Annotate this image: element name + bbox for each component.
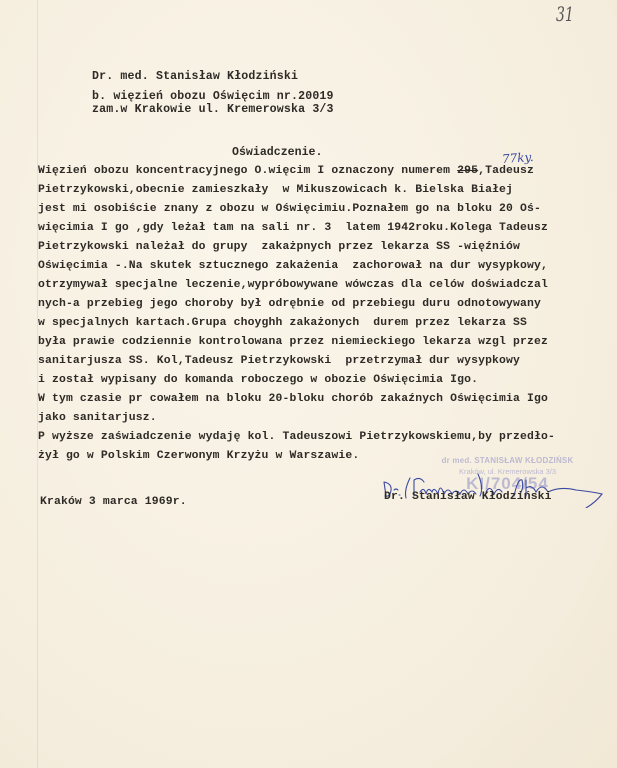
body-line-16: żył go w Polskim Czerwonym Krzyżu w Warszawie. <box>38 450 360 462</box>
body-line-4: więcimia I go ,gdy leżał tam na sali nr. 3 latem 1942roku.Kolega Tadeusz <box>38 222 548 234</box>
body-line-1 <box>38 164 534 178</box>
body-line-3: jest mi osobiście znany z obozu w Oświęcimiu.Poznałem go na bloku 20 Oś- <box>38 203 541 215</box>
stamp-address: Kraków, ul. Kremerowska 3/3 <box>458 467 557 476</box>
body-text: Więzień obozu koncentracyjnego O.więcim I oznaczony numerem <box>38 165 458 177</box>
body-line-8: nych-a przebieg jego choroby był odrębnie od przebiegu duru odnotowywany <box>38 298 541 310</box>
sender-address: zam.w Krakowie ul. Kremerowska 3/3 <box>92 103 334 116</box>
body-line-5: Pietrzykowski należał do grupy zakażpnych przez lekarza SS -więźniów <box>38 241 520 253</box>
body-line-15: P wyższe zaświadczenie wydaję kol. Tadeuszowi Pietrzykowskiemu,by przedło- <box>38 431 555 443</box>
sender-name: Dr. med. Stanisław Kłodziński <box>92 70 299 83</box>
handwritten-correction: 77ky. <box>501 149 534 167</box>
body-line-10: była prawie codziennie kontrolowana przez niemieckiego lekarza wzgl przez <box>38 336 548 348</box>
page-number: 31 <box>556 2 574 26</box>
body-line-13: W tym czasie pr cowałem na bloku 20-bloku chorób zakaźnych Oświęcimia Igo <box>38 393 548 405</box>
body-line-9: w specjalnych kartach.Grupa choyghh zakażonych durem przez lekarza SS <box>38 317 527 329</box>
body-line-11: sanitarjusza SS. Kol,Tadeusz Pietrzykowski przetrzymał dur wysypkowy <box>38 355 520 367</box>
body-line-6: Oświęcimia -.Na skutek sztucznego zakażenia zachorował na dur wysypkowy, <box>38 260 548 272</box>
body-line-2: Pietrzykowski,obecnie zamieszkały w Mikuszowicach k. Bielska Białej <box>38 184 514 196</box>
body-line-14: jako sanitarjusz. <box>38 412 157 424</box>
body-text: ,Tadeusz <box>478 165 534 177</box>
stamp-name: dr med. STANISŁAW KŁODZIŃSK <box>441 456 574 465</box>
sender-prisoner-number: b. więzień obozu Oświęcim nr.20019 <box>92 90 334 103</box>
body-line-12: i został wypisany do komanda roboczego w obozie Oświęcimia Igo. <box>38 374 479 386</box>
body-line-7: otrzymywał specjalne leczenie,wypróbowywane wówczas dla celów doświadczal <box>38 279 548 291</box>
stamp-number: KI/704/54 <box>466 474 549 493</box>
place-and-date: Kraków 3 marca 1969r. <box>40 496 187 508</box>
document-title: Oświadczenie. <box>232 146 323 159</box>
signer-name: Dr. Stanisław Kłodziński <box>384 491 552 503</box>
struck-number: 295 <box>457 165 479 177</box>
